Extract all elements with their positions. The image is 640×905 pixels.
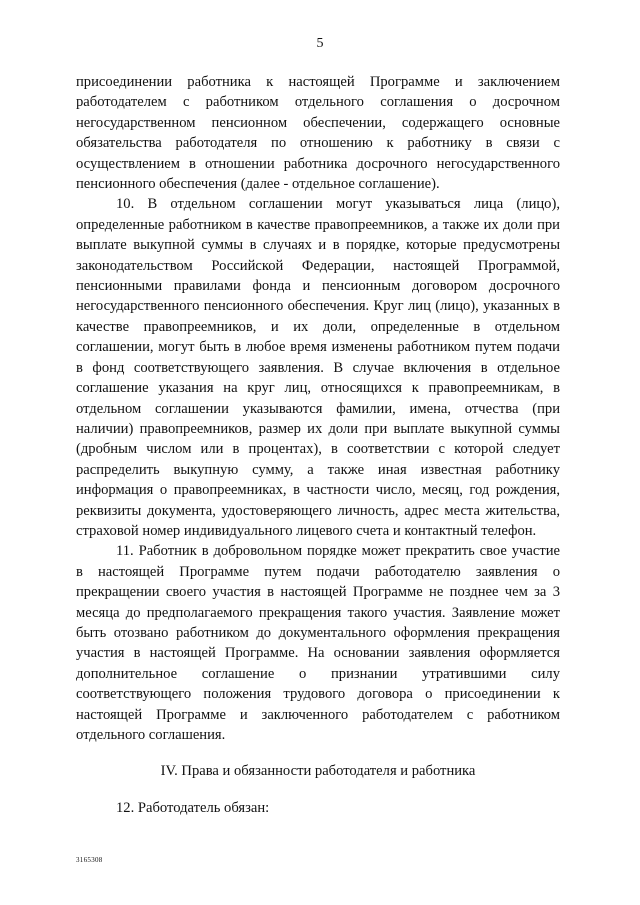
paragraph-continuation: присоединении работника к настоящей Программе и заключением работодателем с работником отдельного соглашения о досрочном негосударственном пенсионном обеспечении, содержащего основные обязательства работодателя по отношению к работнику в связи с осуществлением в отношении работника досрочного негосударственного пенсионного обеспечения (далее - отдельное соглашение).: [76, 74, 560, 193]
paragraph-10: 10. В отдельном соглашении могут указываться лица (лицо), определенные работником в качестве правопреемников, а также их доли при выплате выкупной суммы в случаях и в порядке, которые предусмотрены законодательством Российской Федерации, настоящей Программой, пенсионными правилами фонда и пенсионным договором досрочного негосударственного пенсионного обеспечения. Круг лиц (лицо), указанных в качестве правопреемников, и их доли, определенные в отдельном соглашении, могут быть в любое время изменены работником путем подачи в фонд соответствующего заявления. В случае включения в отдельное соглашение указания на круг лиц, относящихся к правопреемникам, в отдельном соглашении указываются фамилии, имена, отчества (при наличии) правопреемников, размер их доли при выплате выкупной суммы (дробным числом или в процентах), в соответствии с которой следует распределить выкупную сумму, а также иная известная работнику информация о правопреемниках, в частности число, месяц, год рождения, реквизиты документа, удостоверяющего личность, адрес места жительства, страховой номер индивидуального лицевого счета и контактный телефон.: [76, 196, 560, 539]
paragraph-11: 11. Работник в добровольном порядке может прекратить свое участие в настоящей Программе путем подачи работодателю заявления о прекращении своего участия в настоящей Программе не позднее чем за 3 месяца до предполагаемого прекращения такого участия. Заявление может быть отозвано работником до документального оформления прекращения участия в настоящей Программе. На основании заявления оформляется дополнительное соглашение о признании утратившими силу соответствующего положения трудового договора о присоединении к настоящей Программе и заключенного работодателем с работником отдельного соглашения.: [76, 543, 560, 743]
paragraph-12: 12. Работодатель обязан:: [116, 799, 270, 816]
page-number: 5: [316, 36, 324, 51]
section-heading-iv: IV. Права и обязанности работодателя и работника: [160, 763, 476, 780]
document-body: [76, 72, 560, 818]
document-code: 3165308: [76, 856, 103, 864]
